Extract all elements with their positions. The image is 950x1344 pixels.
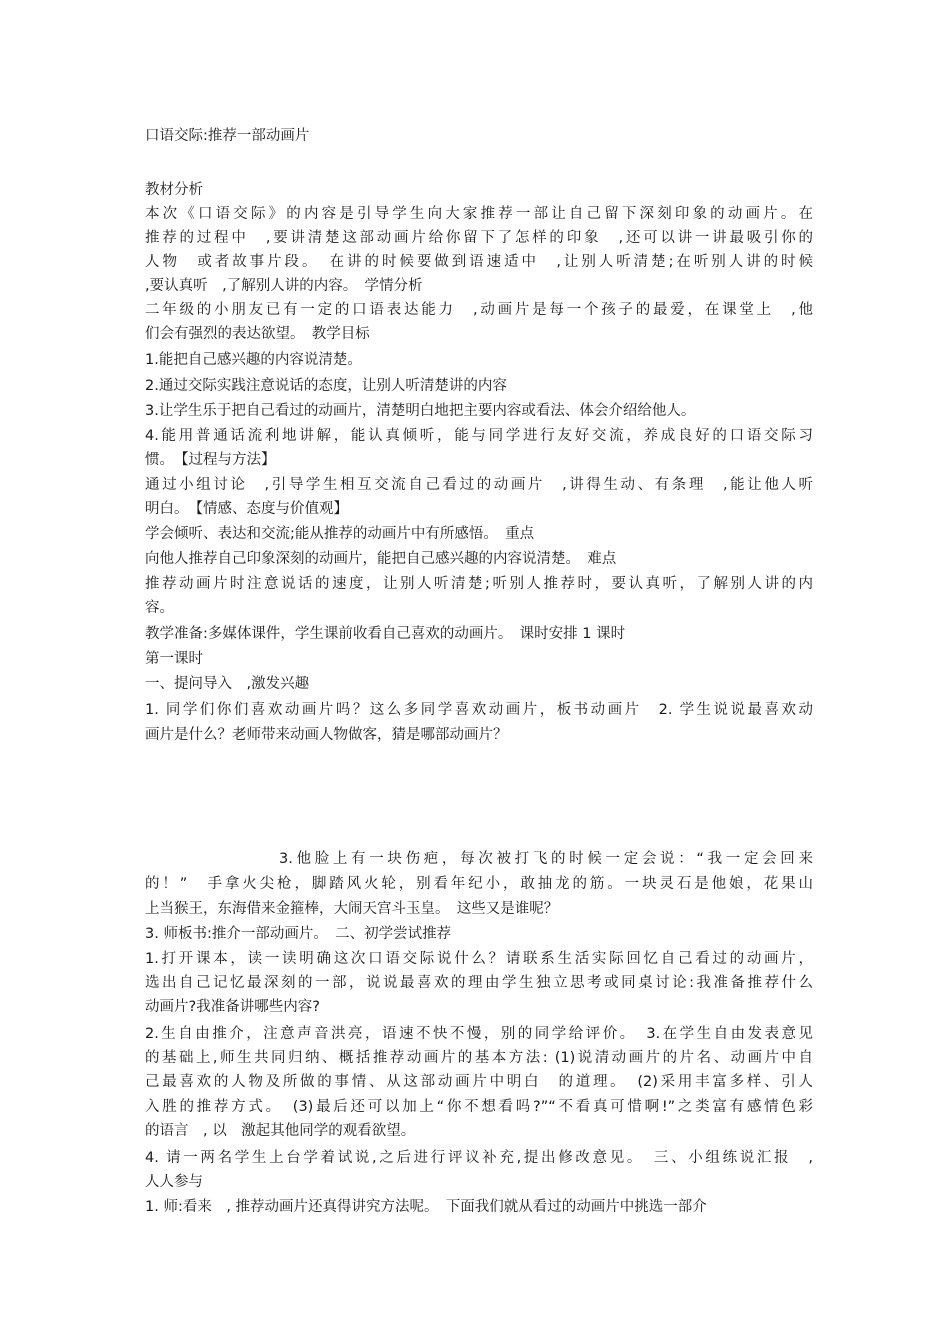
text-line: 惯。 【过程与方法】 xyxy=(145,452,276,468)
text-line: 1.打开课本，读一读明确这次口语交际说什么？请联系生活实际回忆自己看过的动画片， xyxy=(145,951,813,967)
text-line: 2.通过交际实践注意说话的态度，让别人听清楚讲的内容 xyxy=(145,378,507,394)
text-line: 第一课时 xyxy=(145,651,203,667)
text-line: 一、提问导入 ,激发兴趣 xyxy=(145,676,310,692)
text-line: 4. 请一两名学生上台学着试说,之后进行评议补充,提出修改意见。 三、小组练说汇报 , xyxy=(145,1150,813,1166)
text-line: 画片是什么？老师带来动画人物做客，猜是哪部动画片？ xyxy=(145,727,508,743)
text-line: 动画片?我准备讲哪些内容? xyxy=(145,999,320,1015)
text-line: 教学准备:多媒体课件，学生课前收看自己喜欢的动画片。 课时安排 1 课时 xyxy=(145,626,626,642)
text-line: 通过小组讨论 ,引导学生相互交流自己看过的动画片 ,讲得生动、有条理 ,能让他人听 xyxy=(145,477,813,493)
text-line: 选出自己记忆最深刻的一部，说说最喜欢的理由学生独立思考或同桌讨论:我准备推荐什么 xyxy=(145,975,813,991)
text-line: 的！” 手拿火尖枪，脚踏风火轮，别看年纪小，敢抽龙的筋。一块灵石是他娘，花果山 xyxy=(145,876,813,892)
text-line: 入胜的推荐方式。 (3)最后还可以加上“你不想看吗?”“不看真可惜啊!”之类富有感情色彩 xyxy=(145,1099,813,1115)
text-line: 推荐动画片时注意说话的速度，让别人听清楚;听别人推荐时，要认真听，了解别人讲的内 xyxy=(145,576,813,592)
text-line: 的语言 , 以 激起其他同学的观看欲望。 xyxy=(145,1123,416,1139)
text-line: 向他人推荐自己印象深刻的动画片，能把自己感兴趣的内容说清楚。 难点 xyxy=(145,551,617,567)
text-line: 本次《口语交际》的内容是引导学生向大家推荐一部让自己留下深刻印象的动画片。在 xyxy=(145,206,813,222)
text-line: 3.他脸上有一块伤疤，每次被打飞的时候一定会说：“我一定会回来 xyxy=(279,851,813,867)
text-line: 己最喜欢的人物及所做的事情、从这部动画片中明白 的道理。 (2)采用丰富多样、引人 xyxy=(145,1074,813,1090)
text-line: 容。 xyxy=(145,600,174,616)
text-line: 4.能用普通话流利地讲解，能认真倾听，能与同学进行友好交流，养成良好的口语交际习 xyxy=(145,428,813,444)
text-line: 3.让学生乐于把自己看过的动画片，清楚明白地把主要内容或看法、体会介绍给他人。 xyxy=(145,403,696,419)
text-line: 1. 师:看来 , 推荐动画片还真得讲究方法呢。 下面我们就从看过的动画片中挑选一部介 xyxy=(145,1199,707,1215)
text-line: 教材分析 xyxy=(145,182,203,198)
text-line: 1. 同学们你们喜欢动画片吗？这么多同学喜欢动画片，板书动画片 2. 学生说说最喜欢动 xyxy=(145,702,813,718)
text-line: 2.生自由推介，注意声音洪亮，语速不快不慢，别的同学给评价。 3.在学生自由发表意见 xyxy=(145,1026,813,1042)
document-title: 口语交际:推荐一部动画片 xyxy=(145,128,310,144)
text-line: 1.能把自己感兴趣的内容说清楚。 xyxy=(145,352,362,368)
text-line: 学会倾听、表达和交流;能从推荐的动画片中有所感悟。 重点 xyxy=(145,526,535,542)
text-line: ,要认真听 ,了解别人讲的内容。 学情分析 xyxy=(145,278,423,294)
text-line: 明白。 【情感、态度与价值观】 xyxy=(145,501,348,517)
text-line: 推荐的过程中 ,要讲清楚这部动画片给你留下了怎样的印象 ,还可以讲一讲最吸引你的 xyxy=(145,230,813,246)
text-line: 人物 或者故事片段。 在讲的时候要做到语速适中 ,让别人听清楚;在听别人讲的时候 xyxy=(145,254,813,270)
text-line: 二年级的小朋友已有一定的口语表达能力 ,动画片是每一个孩子的最爱，在课堂上 ,他 xyxy=(145,302,813,318)
text-line: 们会有强烈的表达欲望。 教学目标 xyxy=(145,326,370,342)
text-line: 3. 师板书:推介一部动画片。 二、初学尝试推荐 xyxy=(145,926,452,942)
text-line: 的基础上,师生共同归纳、概括推荐动画片的基本方法: (1)说清动画片的片名、动画片中自 xyxy=(145,1050,813,1066)
text-line: 人人参与 xyxy=(145,1174,203,1190)
text-line: 上当猴王，东海借来金箍棒，大闹天宫斗玉皇。 这些又是谁呢？ xyxy=(145,901,559,917)
